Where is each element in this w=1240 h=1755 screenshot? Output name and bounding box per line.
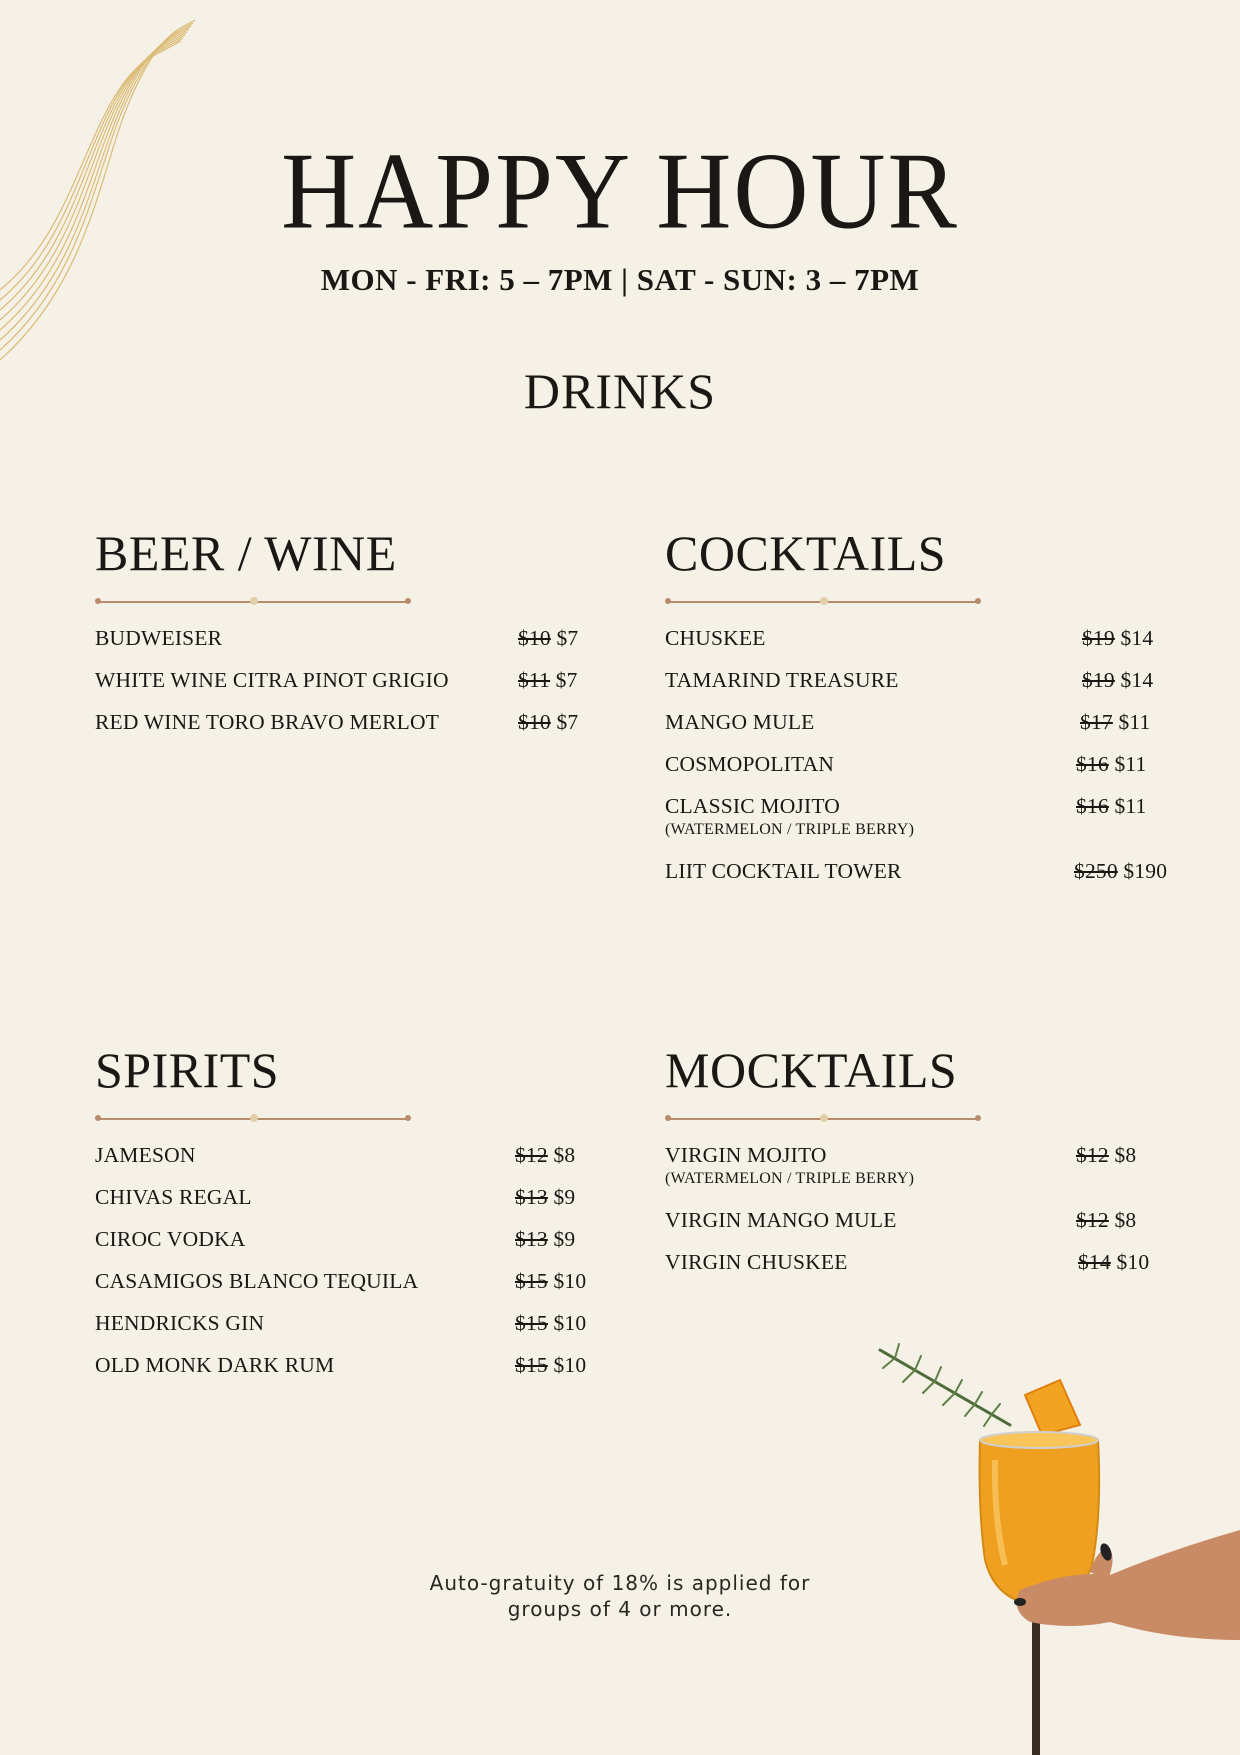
menu-item: [665, 1244, 1185, 1286]
menu-item: [95, 620, 595, 662]
happy-hour-price: $8: [1114, 1208, 1137, 1232]
happy-hour-price: $8: [553, 1143, 576, 1167]
happy-hour-price: $11: [1114, 794, 1147, 818]
happy-hour-price: $7: [556, 710, 579, 734]
cocktail-photo: [870, 1340, 1240, 1755]
section-title: MOCKTAILS: [665, 1042, 958, 1098]
section-title: SPIRITS: [95, 1042, 280, 1098]
section-title: COCKTAILS: [665, 525, 947, 581]
item-name: VIRGIN CHUSKEE: [665, 1250, 848, 1274]
happy-hour-price: $14: [1120, 668, 1154, 692]
menu-item: [665, 704, 1185, 746]
old-price: $10: [518, 710, 551, 734]
happy-hour-price: $190: [1123, 859, 1168, 883]
item-name: VIRGIN MANGO MULE: [665, 1208, 897, 1232]
menu-item: [665, 662, 1185, 704]
happy-hour-price: $9: [553, 1185, 576, 1209]
old-price: $15: [515, 1269, 548, 1293]
happy-hour-price: $10: [553, 1311, 587, 1335]
menu-item: [665, 746, 1185, 788]
old-price: $19: [1082, 626, 1115, 650]
old-price: $19: [1082, 668, 1115, 692]
menu-item: [95, 1137, 615, 1179]
menu-item: [95, 704, 595, 746]
item-name: CASAMIGOS BLANCO TEQUILA: [95, 1269, 419, 1293]
section-divider: [95, 1113, 411, 1125]
item-name: CHIVAS REGAL: [95, 1185, 252, 1209]
item-name: HENDRICKS GIN: [95, 1311, 265, 1335]
item-name: CHUSKEE: [665, 626, 766, 650]
menu-item: [665, 1202, 1185, 1244]
section-divider: [665, 1113, 981, 1125]
old-price: $15: [515, 1311, 548, 1335]
old-price: $11: [518, 668, 551, 692]
old-price: $16: [1076, 752, 1109, 776]
happy-hour-price: $11: [1114, 752, 1147, 776]
old-price: $14: [1078, 1250, 1111, 1274]
item-name: CIROC VODKA: [95, 1227, 246, 1251]
section-cocktails: [665, 525, 1185, 895]
old-price: $13: [515, 1227, 548, 1251]
gratuity-note: [0, 1570, 1240, 1622]
item-name: BUDWEISER: [95, 626, 223, 650]
item-name: COSMOPOLITAN: [665, 752, 835, 776]
old-price: $10: [518, 626, 551, 650]
item-name: CLASSIC MOJITO: [665, 794, 841, 818]
happy-hour-price: $9: [553, 1227, 576, 1251]
menu-item: [665, 788, 1185, 853]
menu-item: [665, 620, 1185, 662]
item-name: TAMARIND TREASURE: [665, 668, 899, 692]
section-divider: [95, 596, 411, 608]
section-beer-wine: [95, 525, 595, 746]
item-name: WHITE WINE CITRA PINOT GRIGIO: [95, 668, 449, 692]
menu-item: [95, 1347, 615, 1389]
happy-hour-price: $10: [553, 1269, 587, 1293]
gratuity-line-1: Auto-gratuity of 18% is applied for: [429, 1571, 811, 1595]
happy-hour-price: $14: [1120, 626, 1154, 650]
section-mocktails: [665, 1042, 1185, 1286]
page-title: HAPPY HOUR: [281, 131, 959, 252]
old-price: $12: [515, 1143, 548, 1167]
happy-hour-times: MON - FRI: 5 – 7PM | SAT - SUN: 3 – 7PM: [320, 262, 920, 297]
section-divider: [665, 596, 981, 608]
menu-subtitle: DRINKS: [523, 363, 717, 419]
menu-item: [665, 853, 1185, 895]
item-name: LIIT COCKTAIL TOWER: [665, 859, 902, 883]
item-name: VIRGIN MOJITO: [665, 1143, 827, 1167]
happy-hour-price: $11: [1118, 710, 1151, 734]
item-name: JAMESON: [95, 1143, 196, 1167]
happy-hour-price: $10: [553, 1353, 587, 1377]
menu-item: [95, 1263, 615, 1305]
old-price: $15: [515, 1353, 548, 1377]
section-title: BEER / WINE: [95, 525, 397, 581]
old-price: $250: [1074, 859, 1118, 883]
item-note: (WATERMELON / TRIPLE BERRY): [665, 1170, 915, 1187]
section-spirits: [95, 1042, 615, 1389]
happy-hour-price: $7: [555, 668, 578, 692]
old-price: $16: [1076, 794, 1109, 818]
item-note: (WATERMELON / TRIPLE BERRY): [665, 821, 915, 838]
menu-item: [665, 1137, 1185, 1202]
happy-hour-price: $8: [1114, 1143, 1137, 1167]
item-name: MANGO MULE: [665, 710, 815, 734]
happy-hour-price: $7: [556, 626, 579, 650]
item-name: RED WINE TORO BRAVO MERLOT: [95, 710, 440, 734]
old-price: $12: [1076, 1208, 1109, 1232]
menu-item: [95, 1221, 615, 1263]
menu-item: [95, 662, 595, 704]
old-price: $17: [1080, 710, 1113, 734]
item-name: OLD MONK DARK RUM: [95, 1353, 335, 1377]
gratuity-line-2: groups of 4 or more.: [507, 1597, 733, 1621]
old-price: $12: [1076, 1143, 1109, 1167]
old-price: $13: [515, 1185, 548, 1209]
menu-item: [95, 1305, 615, 1347]
happy-hour-price: $10: [1116, 1250, 1150, 1274]
menu-item: [95, 1179, 615, 1221]
